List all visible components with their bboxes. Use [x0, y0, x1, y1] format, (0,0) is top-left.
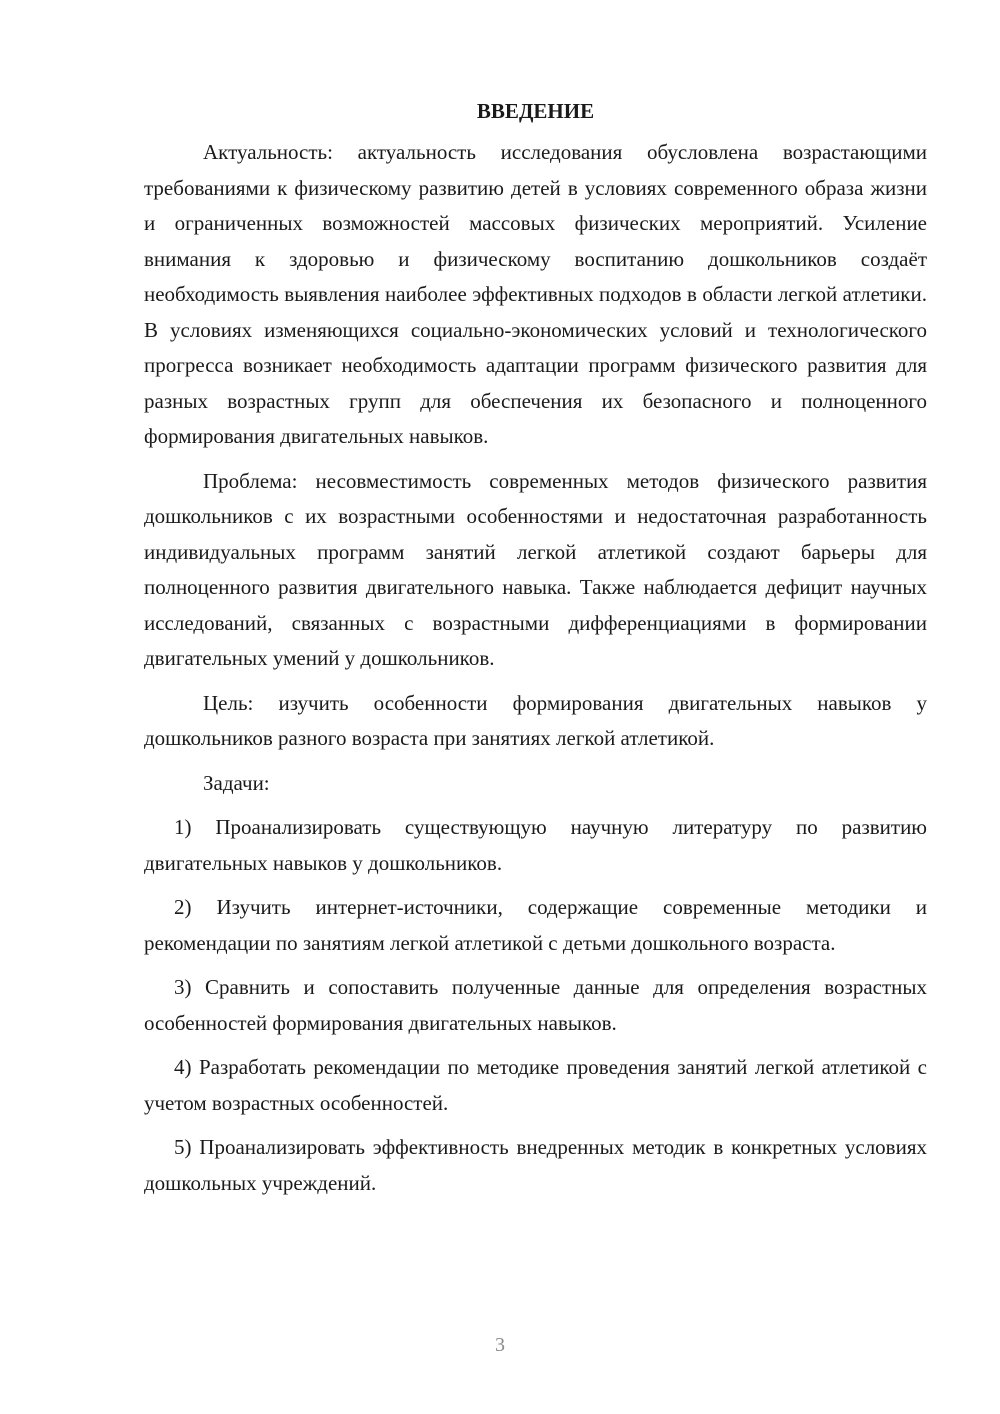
goal-paragraph: Цель: изучить особенности формирования двигательных навыков у дошкольников разного возраста при занятиях легкой атлетикой.	[144, 690, 927, 750]
task-item: 1) Проанализировать существующую научную литературу по развитию двигательных навыков у дошкольников.	[144, 815, 927, 875]
problem-paragraph: Проблема: несовместимость современных методов физического развития дошкольников с их возрастными особенностями и недостаточная разработанность индивидуальных программ занятий легкой атлетикой создают барьеры для полноценного развития двигательного навыка. Также наблюдается дефицит научных исследований, связанных с возрастными дифференциациями в формировании двигательных умений у дошкольников.	[144, 468, 927, 670]
task-item: 4) Разработать рекомендации по методике проведения занятий легкой атлетикой с учетом возрастных особенностей.	[144, 1055, 927, 1115]
task-item: 2) Изучить интернет-источники, содержащие современные методики и рекомендации по занятиям легкой атлетикой с детьми дошкольного возраста.	[144, 895, 927, 955]
section-heading: ВВЕДЕНИЕ	[476, 99, 595, 123]
document-page	[144, 96, 927, 1201]
page-number: 3	[495, 1334, 505, 1356]
task-item: 5) Проанализировать эффективность внедренных методик в конкретных условиях дошкольных учреждений.	[144, 1135, 927, 1195]
tasks-label: Задачи:	[203, 770, 270, 795]
relevance-paragraph: Актуальность: актуальность исследования обусловлена возрастающими требованиями к физическому развитию детей в условиях современного образа жизни и ограниченных возможностей массовых физических мероприятий. Усиление внимания к здоровью и физическому воспитанию дошкольников создаёт необходимость выявления наиболее эффективных подходов в области легкой атлетики. В условиях изменяющихся социально-экономических условий и технологического прогресса возникает необходимость адаптации программ физического развития для разных возрастных групп для обеспечения их безопасного и полноценного формирования двигательных навыков.	[144, 140, 927, 448]
task-item: 3) Сравнить и сопоставить полученные данные для определения возрастных особенностей формирования двигательных навыков.	[144, 975, 927, 1035]
